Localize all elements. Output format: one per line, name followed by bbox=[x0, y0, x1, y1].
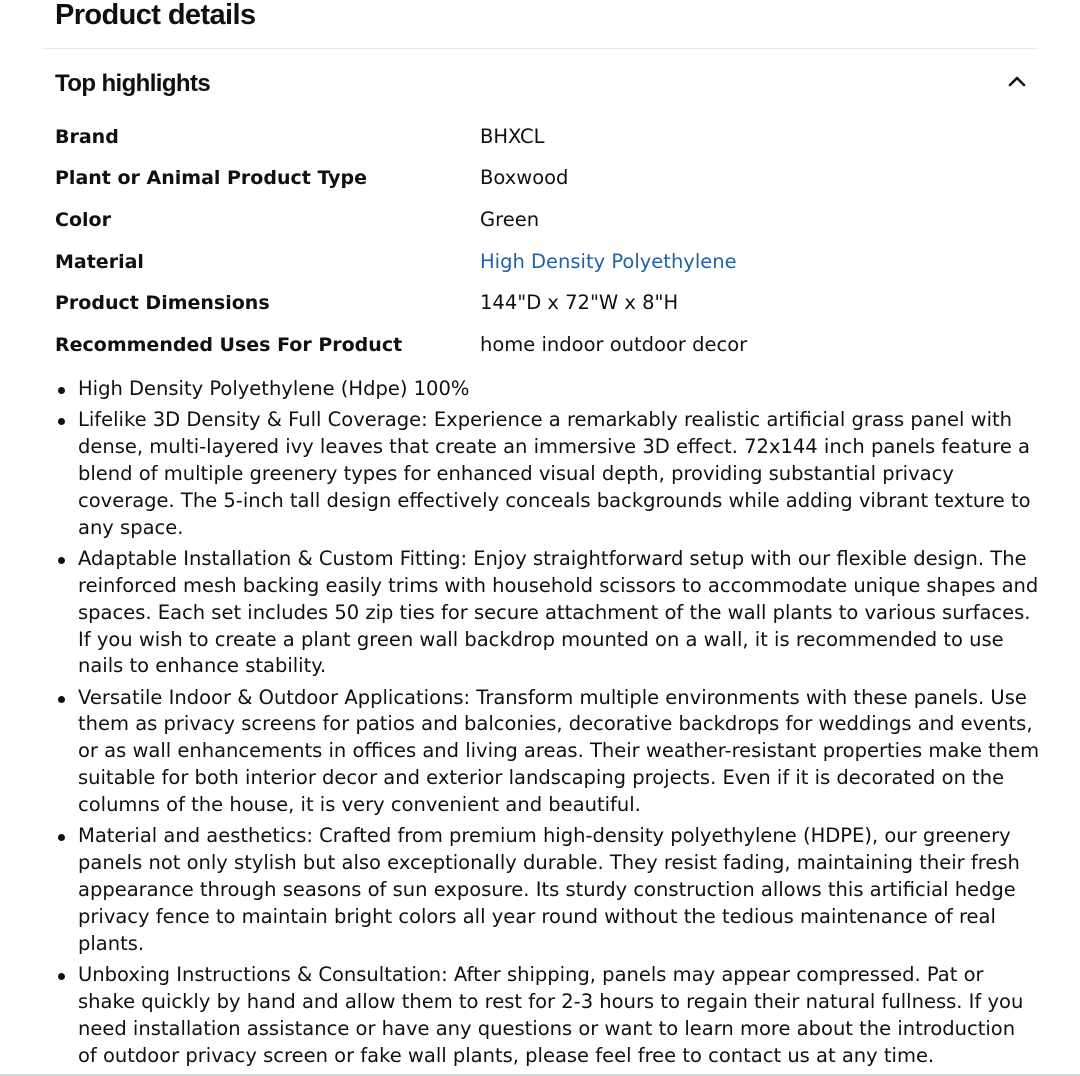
bullet-text: Material and aesthetics: Crafted from premium high-density polyethylene (HDPE), our greenery panels not only stylish but also exceptionally durable. They resist fading, maintaining their fresh appearance through seasons of sun exposure. Its sturdy construction allows this artificial hedge privacy fence to maintain bright colors all year round without the tedious maintenance of real plants. bbox=[78, 824, 1020, 955]
bullet-item bbox=[55, 962, 1040, 1070]
page-title: Product details bbox=[55, 0, 256, 31]
section-title: Top highlights bbox=[55, 70, 211, 97]
spec-label: Color bbox=[55, 208, 111, 231]
spec-value: BHXCL bbox=[480, 124, 545, 148]
bullet-item bbox=[55, 685, 1040, 820]
bullet-dot-icon bbox=[58, 696, 65, 703]
bullet-dot-icon bbox=[58, 834, 65, 841]
spec-value: Boxwood bbox=[480, 166, 569, 190]
chevron-up-icon[interactable] bbox=[1006, 70, 1028, 92]
bullet-dot-icon bbox=[58, 557, 65, 564]
bullet-dot-icon bbox=[58, 387, 65, 394]
spec-value-link[interactable]: High Density Polyethylene bbox=[480, 249, 737, 273]
spec-label: Brand bbox=[55, 125, 119, 148]
spec-label: Product Dimensions bbox=[55, 292, 270, 315]
spec-table bbox=[55, 116, 1035, 366]
top-highlights-header[interactable] bbox=[42, 60, 1038, 110]
spec-label: Material bbox=[55, 250, 144, 273]
bullet-item bbox=[55, 407, 1040, 542]
bullet-item bbox=[55, 823, 1040, 958]
bullet-text: Adaptable Installation & Custom Fitting: Enjoy straightforward setup with our flexible design. The reinforced mesh backing easily trims with household scissors to accommodate unique shapes and spaces. Each set includes 50 zip ties for secure attachment of the wall plants to various surfaces. If you wish to create a plant green wall backdrop mounted on a wall, it is recommended to use nails to enhance stability. bbox=[78, 546, 1039, 678]
spec-value: Green bbox=[480, 207, 540, 231]
bullet-item bbox=[55, 376, 1040, 403]
spec-label: Recommended Uses For Product bbox=[55, 333, 403, 356]
spec-row bbox=[55, 282, 1035, 324]
bullet-text: Lifelike 3D Density & Full Coverage: Experience a remarkably realistic artificial grass panel with dense, multi-layered ivy leaves that create an immersive 3D effect. 72x144 inch panels feature a blend of multiple greenery types for enhanced visual depth, providing substantial privacy coverage. The 5-inch tall design effectively conceals backgrounds while adding vibrant texture to any space. bbox=[78, 408, 1031, 539]
spec-row bbox=[55, 199, 1035, 241]
bullet-item bbox=[55, 546, 1040, 681]
spec-value: 144"D x 72"W x 8"H bbox=[480, 291, 679, 315]
bullet-dot-icon bbox=[58, 418, 65, 425]
section-divider bbox=[42, 48, 1038, 49]
spec-row bbox=[55, 116, 1035, 158]
spec-row bbox=[55, 241, 1035, 283]
bullet-text: High Density Polyethylene (Hdpe) 100% bbox=[78, 377, 470, 400]
feature-bullet-list bbox=[55, 376, 1040, 1074]
bullet-text: Unboxing Instructions & Consultation: After shipping, panels may appear compressed. Pat or shake quickly by hand and allow them to rest for 2-3 hours to regain their natural fullness. If you need installation assistance or have any questions or want to learn more about the introduction of outdoor privacy screen or fake wall plants, please feel free to contact us at any time. bbox=[78, 962, 1024, 1067]
bullet-text: Versatile Indoor & Outdoor Applications: Transform multiple environments with these panels. Use them as privacy screens for patios and balconies, decorative backdrops for weddings and events, or as wall enhancements in offices and living areas. Their weather-resistant properties make them suitable for both interior decor and exterior landscaping projects. Even if it is decorated on the columns of the house, it is very convenient and beautiful. bbox=[78, 685, 1040, 817]
spec-label: Plant or Animal Product Type bbox=[55, 167, 368, 190]
spec-row bbox=[55, 158, 1035, 200]
spec-row bbox=[55, 324, 1035, 366]
bullet-dot-icon bbox=[58, 973, 65, 980]
spec-value: home indoor outdoor decor bbox=[480, 332, 748, 356]
